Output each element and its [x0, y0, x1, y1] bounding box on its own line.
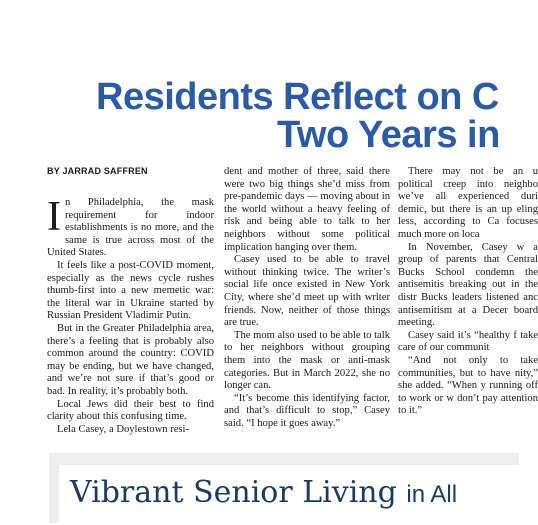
advertisement-title: [70, 476, 457, 512]
paragraph: In November, Casey w a group of parents that Central Bucks School condemn the antisemitis breaking out in the distr Bucks leaders listened anc antisemitism at a Decer board meeting.: [398, 241, 538, 329]
paragraph: There may not be an u political creep into neighbo we’ve all experienced duri demic, but there is an up eling less, according to Ca focuses much more on loca: [398, 166, 538, 240]
headline-line-2: Two Years in: [277, 114, 500, 156]
paragraph-text: n Philadelphia, the mask requirement for indoor establishments is no more, and the same is true across most of the United States.: [47, 197, 214, 259]
drop-cap: I: [47, 194, 61, 240]
paragraph: Casey said it’s “healthy f take care of our communit: [398, 329, 538, 354]
paragraph: Lela Casey, a Doylestown resi-: [57, 423, 189, 435]
paragraph: “It’s become this identifying factor, and that’s difficult to stop,” Casey said. “I hope it goes away.”: [224, 392, 390, 429]
paragraph: Local Jews did their best to find clarity about this confusing time.: [47, 398, 214, 423]
paragraph: [47, 194, 214, 260]
paragraph: dent and mother of three, said there were two big things she’d miss from pre-pandemic days — moving about in the world without a heavy feeling of risk and being able to talk to her neighbors without some political implication hanging over them.: [224, 166, 390, 253]
article-column-3: [398, 166, 538, 418]
article-column-1: [47, 194, 214, 436]
headline-line-1: Residents Reflect on C: [96, 76, 499, 118]
paragraph: Casey used to be able to travel without thinking twice. The writer’s social life once existed in New York City, where she’d meet up with writer friends. Now, neither of those things are true.: [224, 254, 390, 329]
paragraph: But in the Greater Philadelphia area, there’s a feeling that is probably also common around the country: COVID may be ending, but we have changed, and we’re not sure if that’s good or bad. In reality, it’s probably both.: [47, 322, 214, 397]
ad-title-main: Vibrant Senior Living: [70, 475, 397, 510]
paragraph: It feels like a post-COVID moment, especially as the news cycle rushes thumb-first into a new memetic war: the literal war in Ukraine started by Russian President Vladimir Putin.: [47, 259, 214, 322]
ad-title-suffix: in All: [406, 481, 458, 508]
paragraph: The mom also used to be able to talk to her neighbors without grouping them into the mask or anti-mask categories. But in March 2022, she no longer can.: [224, 329, 390, 392]
article-column-2: [224, 166, 390, 430]
paragraph: “And not only to take communities, but to have nity,” she added. “When y running off to work or w don’t pay attention to it.”: [398, 354, 538, 417]
byline: BY JARRAD SAFFREN: [47, 166, 148, 176]
